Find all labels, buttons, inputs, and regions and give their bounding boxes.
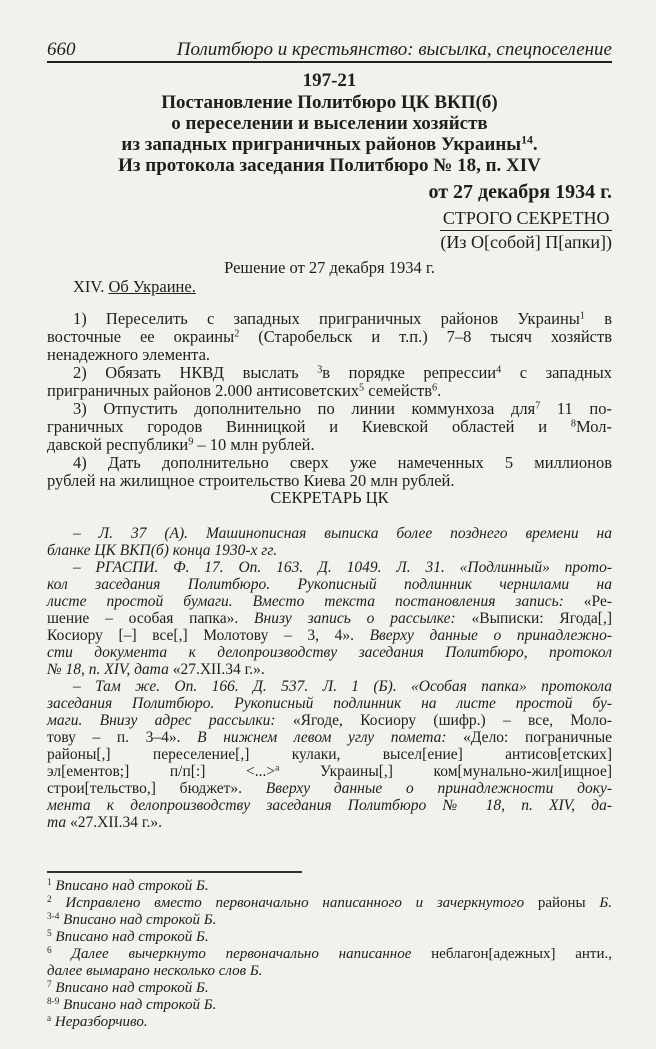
footnote-ref: 9 — [188, 436, 194, 448]
note-line — [47, 730, 612, 746]
footnote-ref: 7 — [47, 979, 52, 990]
text-segment: Б. — [585, 895, 612, 911]
footnote-ref: 3-4 — [47, 911, 60, 922]
footnote-ref: 2 — [47, 894, 52, 905]
document-number: 197-21 — [302, 70, 357, 91]
text-segment: 3) Отпустить дополнительно по линии коммунхоза для — [73, 399, 536, 418]
footnote-ref: 5 — [47, 928, 52, 939]
section-heading — [73, 279, 638, 296]
text-segment: Косиору [–] все[,] Молотову – 3, 4». — [47, 627, 354, 644]
text-segment: восточные ее окраины — [47, 327, 235, 346]
text-segment: 2) Обязать НКВД выслать — [73, 363, 318, 382]
text-segment: эл[ементов;] п/п[:] <...> — [47, 763, 276, 780]
note-line — [73, 560, 612, 576]
text-segment: неблагон[адежных] анти., — [431, 946, 612, 962]
text-segment: строи[тельство,] бюджет». — [47, 780, 243, 797]
text-segment: рублей на жилищное строительство Киева 20 млн рублей. — [47, 471, 455, 490]
text-segment: листе простой бумаги. Вместо текста постановления запись: — [47, 593, 584, 610]
footnote-line — [47, 930, 612, 945]
footnote-line — [47, 981, 612, 996]
text-segment: бланке ЦК ВКП(б) конца 1930-х гг. — [47, 542, 278, 559]
footnote-ref: 8 — [570, 418, 576, 430]
footnote-ref: 14 — [521, 133, 533, 147]
text-segment: – 10 млн рублей. — [193, 435, 315, 454]
text-segment: . — [437, 381, 442, 400]
document-title-line: Из протокола заседания Политбюро № 18, п. XIV — [118, 155, 541, 176]
body-line — [47, 347, 612, 364]
text-segment: Вписано над строкой Б. — [59, 997, 217, 1013]
text-segment: маги. Внизу адрес рассылки: — [47, 712, 293, 729]
running-title: Политбюро и крестьянство: высылка, спецпоселение — [176, 39, 612, 60]
text-segment: – Л. 37 (А). Машинописная выписка более позднего времени на — [73, 525, 612, 542]
body-line — [73, 311, 612, 328]
text-segment: «Дело: пограничные — [463, 729, 612, 746]
text-segment: далее вымарано несколько слов Б. — [47, 963, 263, 979]
footnote-ref: 1 — [47, 877, 52, 888]
body-line — [47, 383, 612, 400]
note-line — [73, 526, 612, 542]
title-period: . — [532, 134, 538, 155]
note-line — [73, 679, 612, 695]
footnote-line — [47, 998, 612, 1013]
document-date: от 27 декабря 1934 г. — [428, 181, 612, 203]
text-segment: «Ягоде, Косиору (шифр.) – все, Моло- — [292, 712, 612, 729]
footnote-ref: 4 — [496, 364, 502, 376]
text-segment: районы[,] переселение[,] кулаки, высел[ение] антисов[етских] — [47, 746, 612, 763]
body-line — [47, 437, 612, 454]
text-segment: «27.XII.34 г.». — [70, 814, 163, 831]
decision-heading: Решение от 27 декабря 1934 г. — [224, 258, 435, 277]
note-line — [47, 747, 612, 763]
text-segment: заседания Политбюро. Рукописный подлинник на листе простой бу- — [47, 695, 612, 712]
text-segment: тову – п. 3–4». — [47, 729, 181, 746]
footnote-ref: а — [275, 762, 280, 774]
footnote-line — [47, 964, 612, 979]
text-segment: ненадежного элемента. — [47, 345, 211, 364]
text-segment: Внизу запись о рассылке: — [238, 610, 472, 627]
note-line — [47, 628, 612, 644]
text-segment: семейств — [364, 381, 433, 400]
text-segment: Неразборчиво. — [51, 1014, 148, 1030]
text-segment: Далее вычеркнуто первоначально написанное — [51, 946, 432, 962]
footnote-line — [47, 896, 612, 911]
text-segment: шение – особая папка». — [47, 610, 239, 627]
footnote-divider — [47, 871, 302, 873]
text-segment: мента к делопроизводству заседания Политбюро № 18, п. XIV, да- — [47, 797, 612, 814]
note-line — [47, 696, 612, 712]
footnote-line — [47, 913, 612, 928]
text-segment: Исправлено вместо первоначально написанного и зачеркнутого — [51, 895, 525, 911]
text-segment: Вверху данные о принадлежности доку- — [242, 780, 612, 797]
body-line — [47, 329, 612, 346]
text-segment: «Ре- — [583, 593, 612, 610]
text-segment: районы — [524, 895, 586, 911]
text-segment: та — [47, 814, 71, 831]
text-segment: – Там же. Оп. 166. Д. 537. Л. 1 (Б). «Особая папка» протокола — [73, 678, 612, 695]
footnote-ref: 5 — [359, 382, 365, 394]
body-line — [73, 455, 612, 472]
footnote-line — [47, 1015, 612, 1030]
note-line — [47, 577, 612, 593]
footnote-line — [47, 879, 612, 894]
text-segment: сти документа к делопроизводству заседания Политбюро, протокол — [47, 644, 612, 661]
note-line — [47, 713, 612, 729]
secrecy-label: СТРОГО СЕКРЕТНО — [440, 208, 612, 231]
footnote-ref: 2 — [234, 328, 240, 340]
body-line — [47, 419, 612, 436]
signature: СЕКРЕТАРЬ ЦК — [270, 488, 389, 507]
footnote-ref: 8-9 — [47, 996, 60, 1007]
footnote-ref: 3 — [317, 364, 323, 376]
text-segment: – РГАСПИ. Ф. 17. Оп. 163. Д. 1049. Л. 31. «Подлинный» прото- — [73, 559, 612, 576]
note-line — [47, 781, 612, 797]
text-segment: Вписано над строкой Б. — [51, 878, 209, 894]
text-segment: № 18, п. XIV, дата — [47, 661, 173, 678]
text-segment: 11 по- — [540, 399, 612, 418]
section-title: Об Украине. — [108, 277, 196, 296]
note-line — [47, 611, 612, 627]
body-line — [73, 401, 612, 418]
note-line — [47, 662, 612, 678]
note-line — [47, 543, 612, 559]
note-line — [47, 645, 612, 661]
body-line — [73, 365, 612, 382]
header-divider — [47, 61, 612, 63]
text-segment: «27.XII.34 г.». — [172, 661, 265, 678]
text-segment: Вписано над строкой Б. — [51, 929, 209, 945]
footnote-ref: 6 — [47, 945, 52, 956]
text-segment: в порядке репрессии — [322, 363, 497, 382]
text-segment: кол заседания Политбюро. Рукописный подлинник чернилами на — [47, 576, 612, 593]
title-text: из западных приграничных районов Украины — [121, 134, 522, 155]
text-segment: граничных городов Винницкой и Киевской областей и — [47, 417, 571, 436]
text-segment: давской республики — [47, 435, 189, 454]
footnote-line — [47, 947, 612, 962]
text-segment: в — [585, 309, 612, 328]
footnote-ref: 7 — [535, 400, 541, 412]
document-title-line — [47, 135, 612, 154]
section-number: XIV. — [73, 277, 109, 296]
footnote-ref: 1 — [579, 310, 586, 322]
text-segment: (Старобельск и т.п.) 7–8 тысяч хозяйств — [239, 327, 612, 346]
page-number: 660 — [47, 39, 76, 60]
text-segment: с западных — [501, 363, 612, 382]
footnote-ref: а — [47, 1013, 52, 1024]
footnote-ref: 6 — [432, 382, 438, 394]
text-segment: «Выписки: Ягода[,] — [471, 610, 612, 627]
text-segment: Вверху данные о принадлежно- — [353, 627, 613, 644]
text-segment: В нижнем левом углу помета: — [180, 729, 464, 746]
text-segment: Мол- — [575, 417, 612, 436]
note-line — [47, 798, 612, 814]
note-line — [47, 815, 612, 831]
document-title-line: Постановление Политбюро ЦК ВКП(б) — [161, 92, 498, 113]
document-title-line: о переселении и выселении хозяйств — [171, 113, 488, 134]
text-segment: Украины[,] ком[мунально-жил[ищное] — [279, 763, 612, 780]
text-segment: приграничных районов 2.000 антисоветских — [47, 381, 360, 400]
text-segment: 4) Дать дополнительно сверх уже намеченных 5 миллионов — [73, 453, 612, 472]
source-label: (Из О[собой] П[апки]) — [440, 231, 612, 252]
note-line — [47, 594, 612, 610]
text-segment: Вписано над строкой Б. — [51, 980, 209, 996]
text-segment: Вписано над строкой Б. — [59, 912, 217, 928]
text-segment: 1) Переселить с западных приграничных районов Украины — [73, 309, 580, 328]
note-line — [47, 764, 612, 780]
classification-stamp — [440, 208, 612, 252]
